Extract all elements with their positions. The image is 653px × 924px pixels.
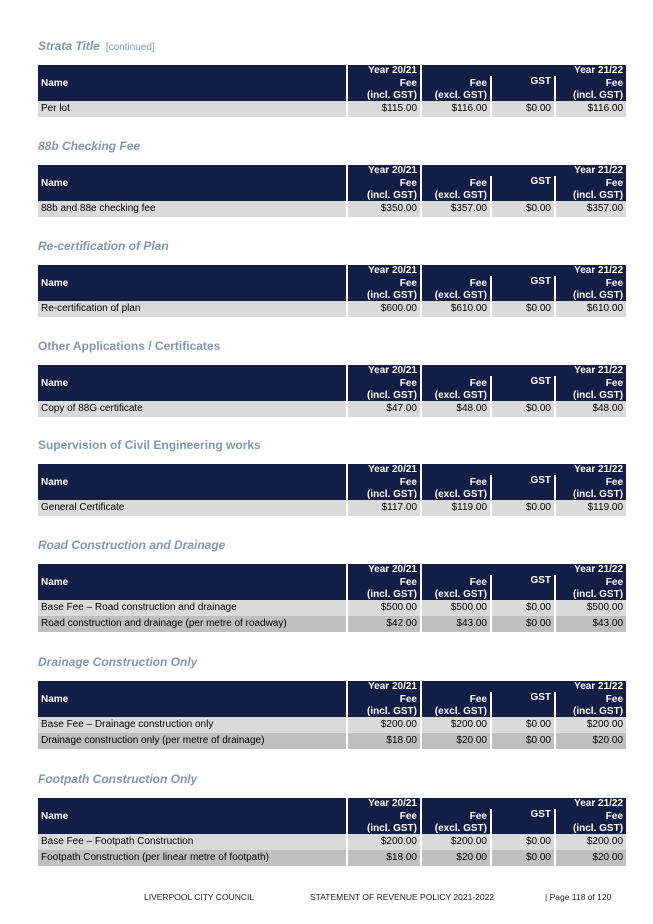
col-fee-excl: Fee xyxy=(422,176,490,190)
col-2021-fee: Fee xyxy=(348,809,420,823)
table-row xyxy=(38,401,626,417)
section-supervision xyxy=(38,437,624,513)
col-year-2122: Year 21/22 xyxy=(422,365,626,376)
row-gst: $0.00 xyxy=(492,101,554,117)
col-2021-fee: Fee xyxy=(348,475,420,489)
col-2021-incl-gst: (incl. GST) xyxy=(348,706,420,717)
header-row xyxy=(38,464,626,475)
col-2021-fee: Fee xyxy=(348,692,420,706)
col-2021-fee: Fee xyxy=(348,276,420,290)
col-fee-incl: Fee xyxy=(556,692,626,706)
header-row xyxy=(38,265,626,276)
col-2021-incl-gst: (incl. GST) xyxy=(348,589,420,600)
row-fee-2021: $18.00 xyxy=(348,733,420,749)
col-year-2021: Year 20/21 xyxy=(348,464,420,475)
row-fee-excl: $500.00 xyxy=(422,600,490,616)
col-2021-incl-gst: (incl. GST) xyxy=(348,290,420,301)
col-year-2021: Year 20/21 xyxy=(348,265,420,276)
row-fee-incl: $610.00 xyxy=(556,301,626,317)
fee-table xyxy=(36,165,628,217)
row-gst: $0.00 xyxy=(492,301,554,317)
header-row xyxy=(38,564,626,575)
col-name: Name xyxy=(38,681,346,717)
fee-table xyxy=(36,564,628,632)
row-name: Copy of 88G certificate xyxy=(38,401,346,417)
col-incl-gst: (incl. GST) xyxy=(556,706,626,717)
table-row xyxy=(38,500,626,516)
col-year-2122: Year 21/22 xyxy=(422,464,626,475)
section-title: Road Construction and Drainage xyxy=(38,538,226,552)
col-fee-excl: Fee xyxy=(422,76,490,90)
section-title: Strata Title [continued] xyxy=(38,39,155,53)
row-name: Road construction and drainage (per metre of roadway) xyxy=(38,616,346,632)
row-fee-2021: $600.00 xyxy=(348,301,420,317)
row-gst: $0.00 xyxy=(492,201,554,217)
col-year-2021: Year 20/21 xyxy=(348,681,420,692)
col-2021-fee: Fee xyxy=(348,176,420,190)
col-incl-gst: (incl. GST) xyxy=(556,589,626,600)
row-gst: $0.00 xyxy=(492,500,554,516)
section-title: Footpath Construction Only xyxy=(38,772,198,786)
col-excl-gst: (excl. GST) xyxy=(422,823,490,834)
row-fee-2021: $47.00 xyxy=(348,401,420,417)
col-2021-fee: Fee xyxy=(348,76,420,90)
row-fee-2021: $117.00 xyxy=(348,500,420,516)
col-2021-incl-gst: (incl. GST) xyxy=(348,823,420,834)
col-excl-gst: (excl. GST) xyxy=(422,190,490,201)
col-excl-gst: (excl. GST) xyxy=(422,706,490,717)
col-fee-excl: Fee xyxy=(422,692,490,706)
col-2021-incl-gst: (incl. GST) xyxy=(348,90,420,101)
col-incl-gst: (incl. GST) xyxy=(556,489,626,500)
row-fee-incl: $48.00 xyxy=(556,401,626,417)
row-fee-incl: $119.00 xyxy=(556,500,626,516)
table-row xyxy=(38,616,626,632)
col-gst: GST xyxy=(492,76,554,101)
col-incl-gst: (incl. GST) xyxy=(556,290,626,301)
col-fee-excl: Fee xyxy=(422,809,490,823)
row-fee-excl: $43.00 xyxy=(422,616,490,632)
col-excl-gst: (excl. GST) xyxy=(422,589,490,600)
row-name: 88b and 88e checking fee xyxy=(38,201,346,217)
col-year-2122: Year 21/22 xyxy=(422,65,626,76)
col-year-2021: Year 20/21 xyxy=(348,165,420,176)
col-incl-gst: (incl. GST) xyxy=(556,190,626,201)
header-row xyxy=(38,681,626,692)
row-fee-excl: $200.00 xyxy=(422,717,490,733)
col-gst: GST xyxy=(492,575,554,600)
section-footpath-construction xyxy=(38,771,624,863)
fee-table xyxy=(36,365,628,417)
fee-table xyxy=(36,65,628,117)
col-year-2021: Year 20/21 xyxy=(348,798,420,809)
col-2021-incl-gst: (incl. GST) xyxy=(348,390,420,401)
col-2021-incl-gst: (incl. GST) xyxy=(348,190,420,201)
table-row xyxy=(38,850,626,866)
row-name: Base Fee – Drainage construction only xyxy=(38,717,346,733)
col-excl-gst: (excl. GST) xyxy=(422,90,490,101)
row-name: Footpath Construction (per linear metre of footpath) xyxy=(38,850,346,866)
row-name: Per lot xyxy=(38,101,346,117)
section-road-construction xyxy=(38,537,624,629)
row-fee-2021: $500.00 xyxy=(348,600,420,616)
continued-label: [continued] xyxy=(105,42,155,53)
col-name: Name xyxy=(38,464,346,500)
col-name: Name xyxy=(38,65,346,101)
row-fee-excl: $20.00 xyxy=(422,733,490,749)
row-name: Base Fee – Road construction and drainage xyxy=(38,600,346,616)
section-drainage-construction xyxy=(38,654,624,746)
section-strata-title xyxy=(38,38,624,114)
col-name: Name xyxy=(38,564,346,600)
col-fee-incl: Fee xyxy=(556,376,626,390)
col-fee-incl: Fee xyxy=(556,475,626,489)
table-row xyxy=(38,600,626,616)
header-row xyxy=(38,798,626,809)
row-gst: $0.00 xyxy=(492,600,554,616)
col-excl-gst: (excl. GST) xyxy=(422,290,490,301)
table-row xyxy=(38,717,626,733)
col-gst: GST xyxy=(492,692,554,717)
col-fee-excl: Fee xyxy=(422,376,490,390)
row-fee-incl: $357.00 xyxy=(556,201,626,217)
col-year-2122: Year 21/22 xyxy=(422,681,626,692)
col-gst: GST xyxy=(492,376,554,401)
col-2021-incl-gst: (incl. GST) xyxy=(348,489,420,500)
section-recertification xyxy=(38,238,624,314)
footer-statement: STATEMENT OF REVENUE POLICY 2021-2022 xyxy=(310,892,495,902)
row-fee-excl: $357.00 xyxy=(422,201,490,217)
row-fee-excl: $119.00 xyxy=(422,500,490,516)
row-gst: $0.00 xyxy=(492,834,554,850)
col-year-2122: Year 21/22 xyxy=(422,564,626,575)
row-gst: $0.00 xyxy=(492,850,554,866)
col-excl-gst: (excl. GST) xyxy=(422,489,490,500)
col-name: Name xyxy=(38,265,346,301)
col-name: Name xyxy=(38,165,346,201)
row-gst: $0.00 xyxy=(492,717,554,733)
col-name: Name xyxy=(38,798,346,834)
col-fee-excl: Fee xyxy=(422,276,490,290)
col-gst: GST xyxy=(492,809,554,834)
table-row xyxy=(38,201,626,217)
col-year-2122: Year 21/22 xyxy=(422,798,626,809)
section-88b-checking-fee xyxy=(38,138,624,214)
col-incl-gst: (incl. GST) xyxy=(556,90,626,101)
row-fee-incl: $500.00 xyxy=(556,600,626,616)
footer-page-number: | Page 118 of 120 xyxy=(545,892,612,902)
col-excl-gst: (excl. GST) xyxy=(422,390,490,401)
table-row xyxy=(38,101,626,117)
row-fee-excl: $48.00 xyxy=(422,401,490,417)
col-fee-incl: Fee xyxy=(556,809,626,823)
row-fee-2021: $200.00 xyxy=(348,834,420,850)
section-title: Drainage Construction Only xyxy=(38,655,198,669)
row-name: Drainage construction only (per metre of drainage) xyxy=(38,733,346,749)
col-year-2122: Year 21/22 xyxy=(422,165,626,176)
section-title: Other Applications / Certificates xyxy=(38,339,221,353)
section-title: 88b Checking Fee xyxy=(38,139,141,153)
section-title: Re-certification of Plan xyxy=(38,239,169,253)
col-fee-excl: Fee xyxy=(422,575,490,589)
row-name: General Certificate xyxy=(38,500,346,516)
table-row xyxy=(38,301,626,317)
row-fee-excl: $20.00 xyxy=(422,850,490,866)
col-incl-gst: (incl. GST) xyxy=(556,823,626,834)
row-gst: $0.00 xyxy=(492,401,554,417)
row-fee-excl: $200.00 xyxy=(422,834,490,850)
fee-table xyxy=(36,464,628,516)
row-fee-incl: $43.00 xyxy=(556,616,626,632)
row-fee-incl: $116.00 xyxy=(556,101,626,117)
col-fee-incl: Fee xyxy=(556,76,626,90)
row-fee-incl: $20.00 xyxy=(556,733,626,749)
col-gst: GST xyxy=(492,276,554,301)
col-gst: GST xyxy=(492,475,554,500)
col-2021-fee: Fee xyxy=(348,376,420,390)
fee-table xyxy=(36,798,628,866)
row-gst: $0.00 xyxy=(492,733,554,749)
col-fee-incl: Fee xyxy=(556,575,626,589)
row-gst: $0.00 xyxy=(492,616,554,632)
col-year-2021: Year 20/21 xyxy=(348,65,420,76)
row-fee-2021: $350.00 xyxy=(348,201,420,217)
fee-table xyxy=(36,681,628,749)
header-row xyxy=(38,65,626,76)
row-fee-incl: $200.00 xyxy=(556,834,626,850)
row-name: Base Fee – Footpath Construction xyxy=(38,834,346,850)
row-fee-2021: $200.00 xyxy=(348,717,420,733)
header-row xyxy=(38,165,626,176)
fee-table xyxy=(36,265,628,317)
row-fee-2021: $18.00 xyxy=(348,850,420,866)
col-gst: GST xyxy=(492,176,554,201)
col-fee-incl: Fee xyxy=(556,176,626,190)
header-row xyxy=(38,365,626,376)
col-fee-excl: Fee xyxy=(422,475,490,489)
section-other-applications xyxy=(38,338,624,414)
col-incl-gst: (incl. GST) xyxy=(556,390,626,401)
row-fee-2021: $42.00 xyxy=(348,616,420,632)
row-fee-excl: $610.00 xyxy=(422,301,490,317)
table-row xyxy=(38,733,626,749)
col-2021-fee: Fee xyxy=(348,575,420,589)
col-year-2122: Year 21/22 xyxy=(422,265,626,276)
col-year-2021: Year 20/21 xyxy=(348,365,420,376)
row-name: Re-certification of plan xyxy=(38,301,346,317)
row-fee-excl: $116.00 xyxy=(422,101,490,117)
section-title: Supervision of Civil Engineering works xyxy=(38,438,261,452)
footer-council: LIVERPOOL CITY COUNCIL xyxy=(144,892,255,902)
row-fee-2021: $115.00 xyxy=(348,101,420,117)
col-fee-incl: Fee xyxy=(556,276,626,290)
row-fee-incl: $20.00 xyxy=(556,850,626,866)
col-year-2021: Year 20/21 xyxy=(348,564,420,575)
col-name: Name xyxy=(38,365,346,401)
row-fee-incl: $200.00 xyxy=(556,717,626,733)
table-row xyxy=(38,834,626,850)
